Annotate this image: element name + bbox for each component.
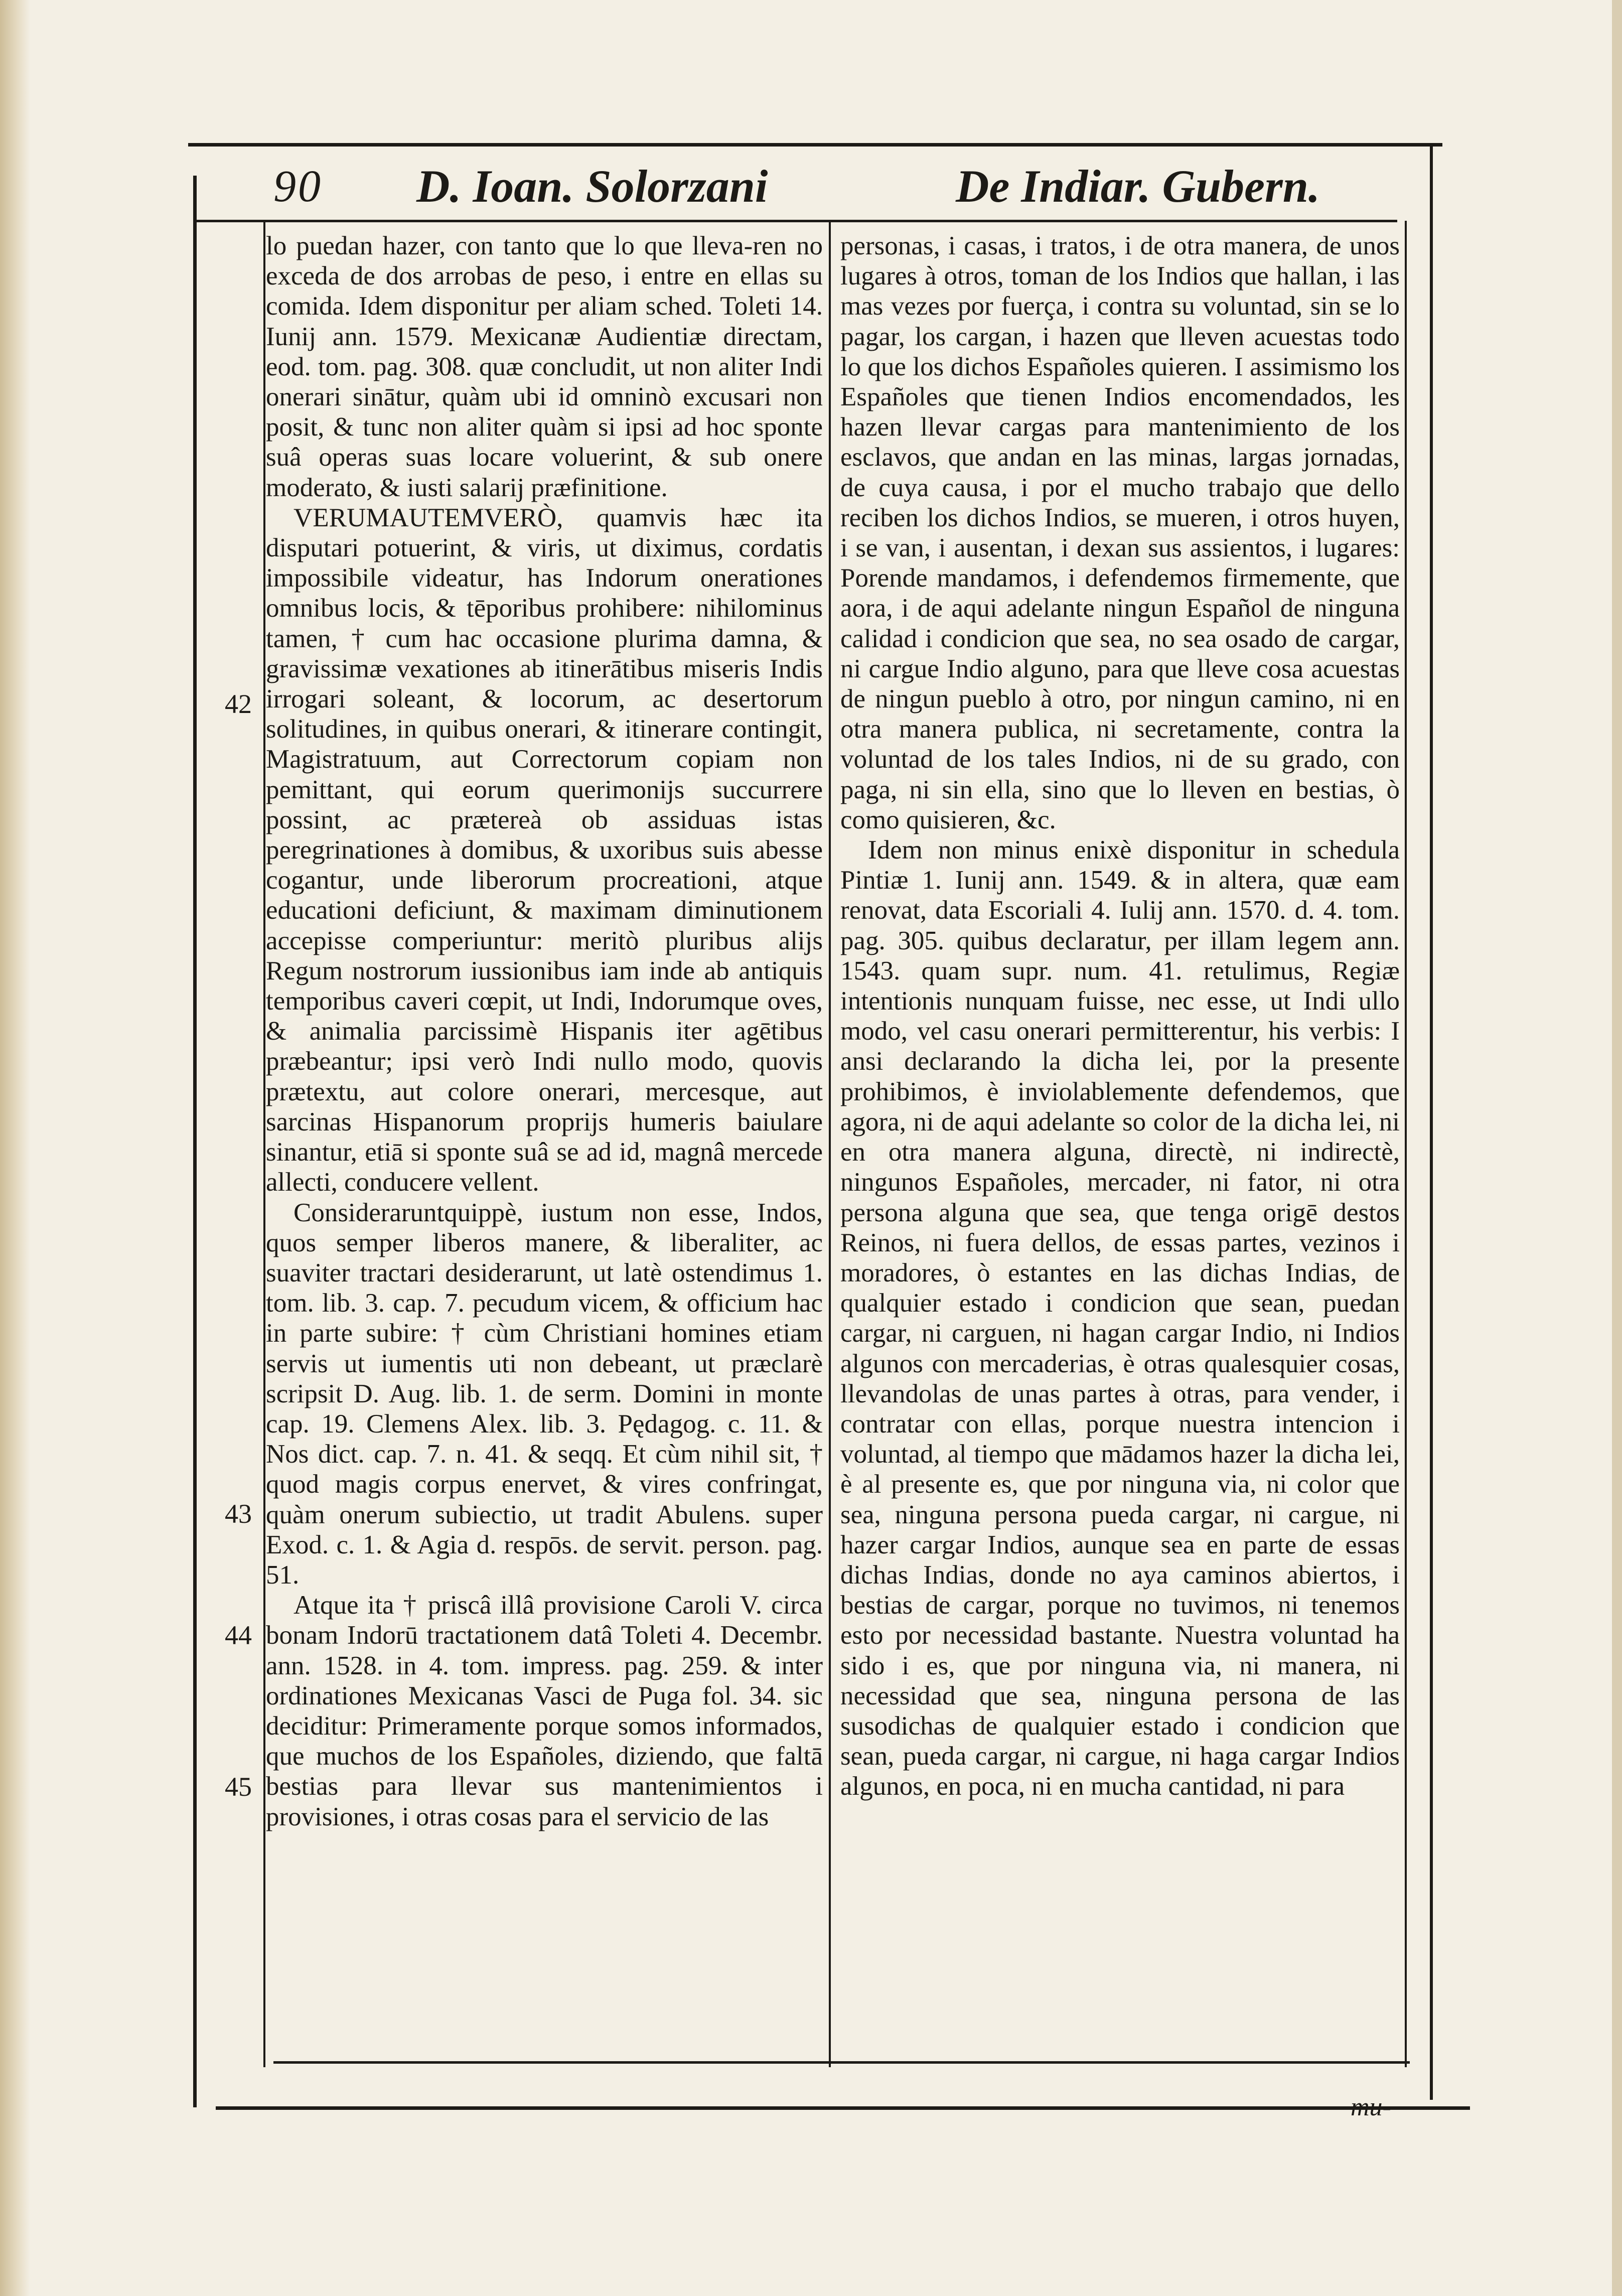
paragraph: personas, i casas, i tratos, i de otra manera, de unos lugares à otros, toman de los Indios que hallan, i las mas vezes por fuerça, i contra su voluntad, sin se lo pagar, los cargan, i hazen que lleven acuestas todo lo que los dichos Españoles quieren. I assimismo los Españoles que tienen Indios encomendados, les hazen llevar cargas para mantenimiento de los esclavos, que andan en las minas, largas jornadas, de cuya causa, i por el mucho trabajo que dello reciben los dichos Indios, se mueren, i otros huyen, i se van, i ausentan, i dexan sus assientos, i lugares: Porende mandamos, i defendemos firmemente, que aora, i de aqui adelante ningun Español de ninguna calidad i condicion que sea, no sea osado de cargar, ni cargue Indio alguno, para que lleve cosa acuestas de ningun pueblo à otro, por ningun camino, ni en otra manera publica, ni secretamente, contra la voluntad de los tales Indios, ni de su grado, con paga, ni sin ella, sino que lo lleven en bestias, ò como quisieren, &c. (840, 231, 1400, 834)
margin-number: 44 (225, 1620, 252, 1650)
paragraph: lo puedan hazer, con tanto que lo que lleva-ren no exceda de dos arrobas de peso, i entre en ellas su comida. Idem disponitur per aliam sched. Toleti 14. Iunij ann. 1579. Mexicanæ Audientiæ directam, eod. tom. pag. 308. quæ concludit, ut non aliter Indi onerari sinātur, quàm ubi id omninò excusari non posit, & tunc non aliter quàm si ipsi ad hoc sponte suâ operas suas locare voluerint, & sub onere moderato, & iusti salarij præfinitione. (266, 231, 823, 502)
right-column (840, 231, 1400, 2047)
inner-left (263, 221, 265, 2067)
base-rule (216, 2106, 1470, 2110)
paragraph: Idem non minus enixè disponitur in schedula Pintiæ 1. Iunij ann. 1549. & in altera, quæ eam renovat, data Escoriali 4. Iulij ann. 1570. d. 4. tom. pag. 305. quibus declaratur, per illam legem ann. 1543. quam supr. num. 41. retulimus, Regiæ intentionis nunquam fuisse, nec esse, ut Indi ullo modo, vel casu onerari permitterentur, his verbis: I ansi declarando la dicha lei, por la presente prohibimos, è inviolablemente defendemos, que agora, ni de aqui adelante so color de la dicha lei, ni en otra manera alguna, directè, ni indirectè, ningunos Españoles, mercader, ni fator, ni otra persona alguna que sea, que tenga origē destos Reinos, ni fuera dellos, de essas partes, vezinos i moradores, ò estantes en las dichas Indias, de qualquier estado i condicion que sean, puedan cargar, ni carguen, ni hagan cargar Indio, ni Indios algunos con mercaderias, è otras qualesquier cosas, llevandolas de unas partes à otras, para vender, i contratar con ellas, porque nuestra intencion i voluntad, al tiempo que mādamos hazer la dicha lei, è al presente es, que por ninguna via, ni color que sea, ninguna persona pueda cargar, ni cargue, ni hazer cargar Indios, aunque sea en parte de essas dichas Indias, donde no aya caminos abiertos, i bestias de cargar, porque no tuvimos, ni tenemos esto por necessidad bastante. Nuestra voluntad ha sido i es, que por ninguna via, ni manera, ni necessidad que sea, ninguna persona de las susodichas de qualquier estado i condicion que sean, pueda cargar, ni cargue, ni haga cargar Indios algunos, en poca, ni en mucha cantidad, ni para (840, 835, 1400, 1801)
running-head-title: De Indiar. Gubern. (956, 161, 1320, 212)
top-rule (188, 143, 1442, 147)
page-gutter-shadow (0, 0, 30, 2296)
margin-number: 45 (225, 1772, 252, 1802)
column-divider (829, 221, 831, 2067)
head-rule (193, 220, 1397, 222)
paragraph: Atque ita † priscâ illâ provisione Caroli V. circa bonam Indorū tractationem datâ Toleti 4. Decembr. ann. 1528. in 4. tom. impress. pag. 259. & inter ordinationes Mexicanas Vasci de Puga fol. 34. sic deciditur: Primeramente porque somos informados, que muchos de los Españoles, diziendo, que faltā bestias para llevar sus mantenimientos i provisiones, i otras cosas para el servicio de las (266, 1591, 823, 1831)
page-number: 90 (273, 162, 323, 211)
inner-right (1405, 221, 1407, 2067)
paragraph: Consideraruntquippè, iustum non esse, Indos, quos semper liberos manere, & liberaliter, ac suaviter tractari desiderarunt, ut latè ostendimus 1. tom. lib. 3. cap. 7. pecudum vicem, & officium hac in parte subire: † cùm Christiani homines etiam servis ut iumentis uti non debeant, ut præclarè scripsit D. Aug. lib. 1. de serm. Domini in monte cap. 19. Clemens Alex. lib. 3. Pędagog. c. 11. & Nos dict. cap. 7. n. 41. & seqq. Et cùm nihil sit, † quod magis corpus enervet, & vires confringat, quàm onerum subiectio, ut tradit Abulens. super Exod. c. 1. & Agia d. respōs. de servit. person. pag. 51. (266, 1198, 823, 1590)
running-head-author: D. Ioan. Solorzani (416, 161, 768, 212)
left-column (266, 231, 823, 2047)
frame-right (1430, 143, 1433, 2100)
margin-number: 42 (225, 689, 252, 719)
paragraph: VERUMAUTEMVERÒ, quamvis hæc ita disputari potuerint, & viris, ut diximus, cordatis impossibile videatur, has Indorum onerationes omnibus locis, & tēporibus prohibere: nihilominus tamen, † cum hac occasione plurima damna, & gravissimæ vexationes ab itinerātibus miseris Indis irrogari soleant, & locorum, ac desertorum solitudines, in quibus onerari, & itinerare contingit, Magistratuum, aut Correctorum copiam non pemittant, qui eorum querimonijs succurrere possint, ac prætereà ob assiduas istas peregrinationes à domibus, & uxoribus suis abesse cogantur, unde liberorum procreationi, atque educationi deficiunt, & maximam diminutionem accepisse comperiuntur: meritò pluribus alijs Regum nostrorum iussionibus iam inde ab antiquis temporibus caveri cœpit, ut Indi, Indorumque oves, & animalia parcissimè Hispanis iter agētibus præbeantur; ipsi verò Indi nullo modo, quovis prætextu, aut colore onerari, mercesque, aut sarcinas Hispanorum proprijs humeris baiulare sinantur, etiā si sponte suâ se ad id, magnâ mercede allecti, conducere vellent. (266, 503, 823, 1197)
page-edge (1612, 0, 1622, 2296)
bottom-rule (273, 2061, 1410, 2064)
margin-number: 43 (225, 1499, 252, 1529)
catchword: mu- (1351, 2093, 1391, 2121)
frame-left (193, 176, 197, 2107)
